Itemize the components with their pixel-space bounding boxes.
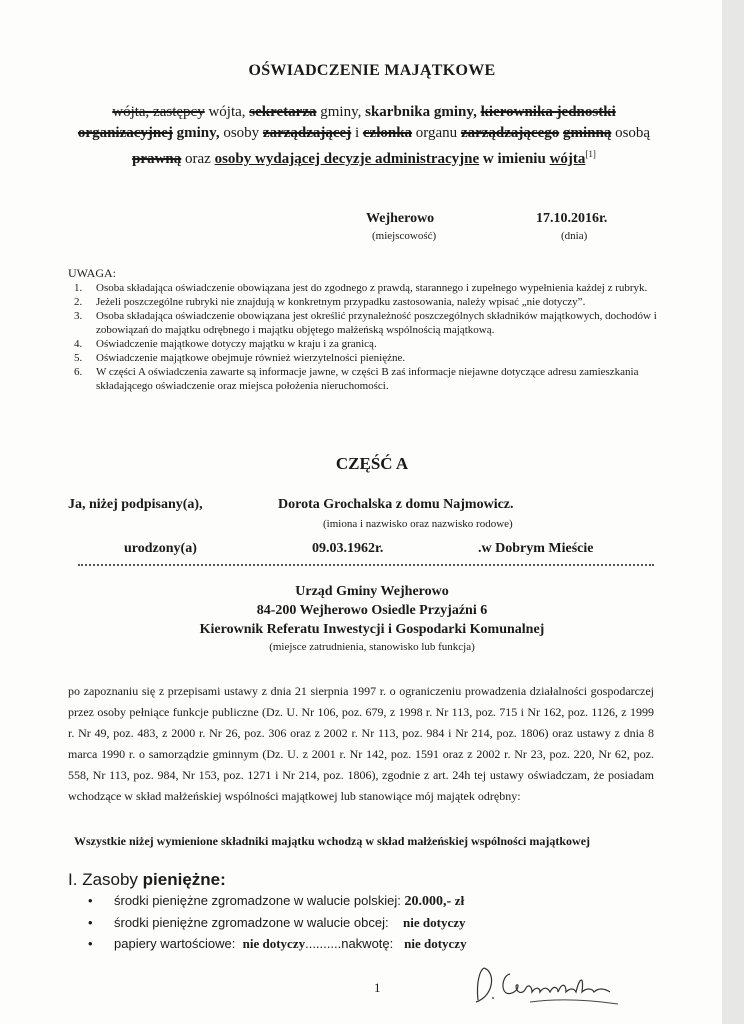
zasoby-list	[88, 890, 648, 954]
birth-place: .w Dobrym Mieście	[478, 541, 594, 556]
struck-role: zarządzającego	[460, 125, 560, 141]
role-wojta: wójta	[549, 151, 586, 167]
footnote-marker: [1]	[585, 149, 596, 159]
uwaga-item: 2. Jeżeli poszczególne rubryki nie znajdują w konkretnym przypadku zastosowania, należy wpisać „nie dotyczy”.	[74, 296, 586, 308]
struck-role: organizacyjnej	[77, 125, 173, 141]
list-item: • papiery wartościowe: nie dotyczy..........nakwotę: nie dotyczy	[88, 936, 467, 951]
uwaga-item: 1. Osoba składająca oświadczenie obowiązana jest do zgodnego z prawdą, starannego i zupełnego wypełnienia każdej z rubryk.	[74, 282, 648, 294]
employer-line: 84-200 Wejherowo Osiedle Przyjaźni 6	[256, 603, 488, 618]
list-item: • środki pieniężne zgromadzone w walucie obcej: nie dotyczy	[88, 915, 466, 930]
employer-caption: (miejsce zatrudnienia, stanowisko lub funkcja)	[269, 641, 475, 653]
uwaga-item: 4. Oświadczenie majątkowe dotyczy majątku w kraju i za granicą.	[74, 338, 377, 350]
list-item: • środki pieniężne zgromadzone w walucie polskiej: 20.000,- zł	[88, 893, 465, 909]
uwaga-item: 5. Oświadczenie majątkowe obejmuje również wierzytelności pieniężne.	[74, 352, 406, 364]
document-title: OŚWIADCZENIE MAJĄTKOWE	[248, 62, 496, 79]
roles-statement: wójta, zastępcy wójta, sekretarza gminy, skarbnika gminy, kierownika jednostki organizacyjnej gminy, osoby zarządzającej i członka organu zarządzającego gminną osobą prawną oraz osoby wydającej decyzje administracyjne w imieniu wójta[1]	[77, 104, 651, 167]
role-skarbnik: skarbnika gminy,	[365, 104, 477, 120]
employer-line: Kierownik Referatu Inwestycji i Gospodarki Komunalnej	[199, 622, 545, 637]
birth-date: 09.03.1962r.	[312, 541, 384, 556]
name-caption: (imiona i nazwisko oraz nazwisko rodowe)	[323, 518, 513, 530]
zasoby-heading: I. Zasoby pieniężne:	[68, 870, 226, 889]
struck-role: sekretarza	[249, 104, 317, 120]
date-value: 17.10.2016r.	[536, 211, 608, 226]
struck-role: gminną	[562, 125, 612, 141]
struck-role: wójta, zastępcy	[112, 104, 205, 120]
scan-edge	[722, 0, 744, 1024]
part-a-heading: CZĘŚĆ A	[335, 454, 409, 473]
struck-role: kierownika jednostki	[480, 104, 616, 120]
uwaga-item: 6. W części A oświadczenia zawarte są informacje jawne, w części B zaś informacje niejawne dotyczące adresu zamieszkania składającego oświadczenie oraz miejsca położenia nieruchomości.	[74, 366, 639, 392]
dotted-separator	[78, 564, 654, 566]
struck-role: zarządzającej	[262, 125, 352, 141]
law-paragraph: po zapoznaniu się z przepisami ustawy z dnia 21 sierpnia 1997 r. o ograniczeniu prowadzenia działalności gospodarczej przez osoby pełniące funkcje publiczne (Dz. U. Nr 106, poz. 679, z 1998 r. Nr 113, poz. 715 i Nr 162, poz. 1126, z 1999 r. Nr 49, poz. 483, z 2000 r. Nr 26, poz. 306 oraz z 2002 r. Nr 113, poz. 984 i Nr 214, poz. 1806) oraz ustawy z dnia 8 marca 1990 r. o samorządzie gminnym (Dz. U. z 2001 r. Nr 142, poz. 1591 oraz z 2002 r. Nr 23, poz. 220, Nr 62, poz. 558, Nr 113, poz. 984, Nr 153, poz. 1271 i Nr 214, poz. 1806), zgodnie z art. 24h tej ustawy oświadczam, że posiadam wchodzące w skład małżeńskiej wspólności majątkowej lub stanowiące mój majątek odrębny:	[68, 684, 654, 803]
employer-line: Urząd Gminy Wejherowo	[295, 584, 449, 599]
date-caption: (dnia)	[561, 230, 588, 242]
born-label: urodzony(a)	[124, 541, 197, 556]
uwaga-item: 3. Osoba składająca oświadczenie obowiązana jest określić przynależność poszczególnych składników majątkowych, dochodów i zobowiązań do majątku odrębnego i majątku objętego małżeńską wspólnością majątkową.	[74, 310, 657, 336]
declarant-name: Dorota Grochalska z domu Najmowicz.	[278, 497, 514, 512]
assets-note: Wszystkie niżej wymienione składniki majątku wchodzą w skład małżeńskiej wspólności majątkowej	[74, 834, 591, 848]
role-underlined: osoby wydającej decyzje administracyjne	[214, 151, 480, 167]
employer-block	[0, 582, 744, 639]
signature	[470, 962, 630, 1008]
undersigned-label: Ja, niżej podpisany(a),	[68, 497, 203, 512]
struck-role: prawną	[132, 151, 182, 167]
uwaga-heading: UWAGA:	[68, 266, 116, 280]
uwaga-list	[74, 281, 674, 393]
place-caption: (miejscowość)	[372, 230, 437, 242]
page-number: 1	[374, 980, 381, 995]
struck-role: członka	[362, 125, 413, 141]
place-value: Wejherowo	[366, 211, 435, 226]
